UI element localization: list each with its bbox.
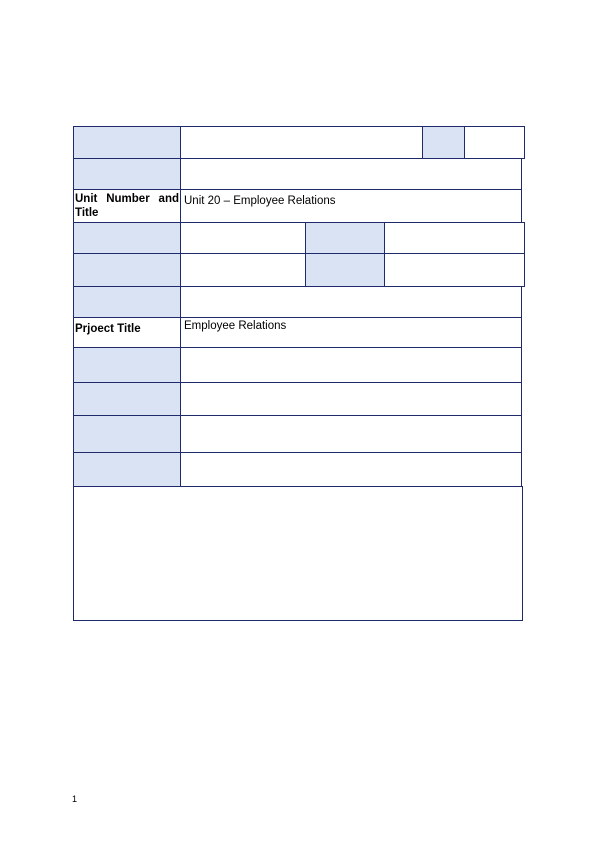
row1-small-value-cell: [464, 126, 525, 159]
row4-value-cell: [180, 222, 306, 254]
row6-value-cell: [180, 286, 522, 318]
row11-value-cell: [180, 452, 522, 487]
row10-value-cell: [180, 415, 522, 453]
unit-number-title-value: Unit 20 – Employee Relations: [180, 189, 522, 223]
row4-mid-value-cell: [384, 222, 525, 254]
row11-label-cell: [73, 452, 181, 487]
row10-label-cell: [73, 415, 181, 453]
page-number: 1: [72, 794, 78, 804]
unit-label-line1: Unit Number and: [75, 193, 179, 205]
row8-value-cell: [180, 347, 522, 383]
unit-label-line2: Title: [75, 207, 99, 219]
unit-number-title-label: [73, 189, 181, 223]
row5-mid-label-cell: [305, 253, 385, 287]
row1-label-cell: [73, 126, 181, 159]
row5-label-cell: [73, 253, 181, 287]
row4-label-cell: [73, 222, 181, 254]
row9-value-cell: [180, 382, 522, 416]
project-title-label: Prjoect Title: [73, 317, 181, 348]
row2-label-cell: [73, 158, 181, 190]
row1-small-label-cell: [422, 126, 465, 159]
row4-mid-label-cell: [305, 222, 385, 254]
row1-value-cell: [180, 126, 423, 159]
row5-mid-value-cell: [384, 253, 525, 287]
row9-label-cell: [73, 382, 181, 416]
row8-label-cell: [73, 347, 181, 383]
row5-value-cell: [180, 253, 306, 287]
row6-label-cell: [73, 286, 181, 318]
row2-value-cell: [180, 158, 522, 190]
declaration-box: [73, 486, 523, 621]
project-title-value: Employee Relations: [180, 317, 522, 348]
